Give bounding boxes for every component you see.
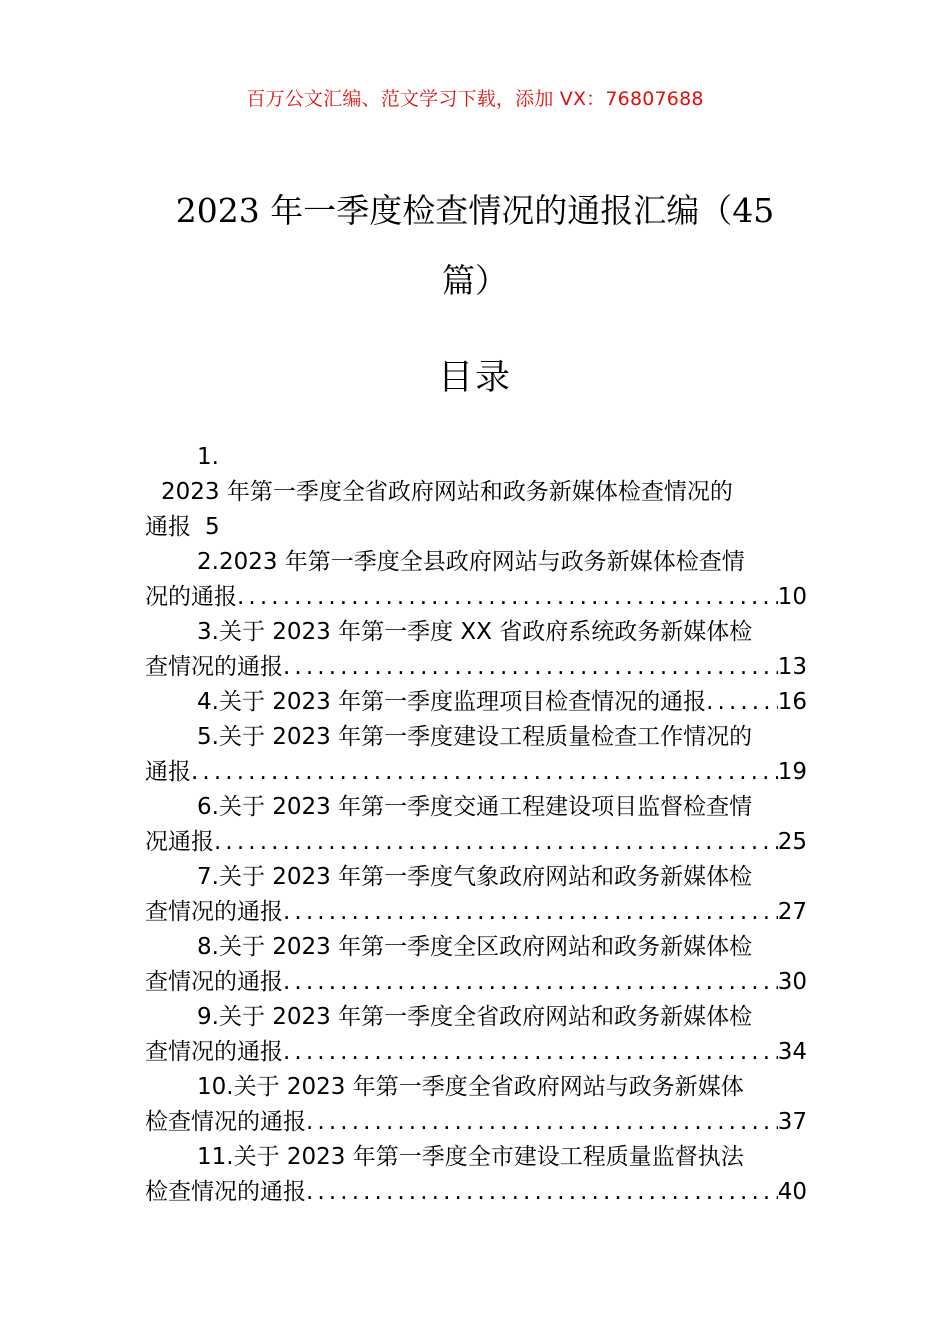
toc-page-number: 16 xyxy=(777,689,807,715)
toc-entry-title-line: 2.2023 年第一季度全县政府网站与政务新媒体检查情 xyxy=(197,549,745,575)
toc-page-number: 10 xyxy=(777,584,807,610)
toc-page-number: 40 xyxy=(777,1179,807,1205)
toc-page-number: 5 xyxy=(205,514,220,540)
document-title-line-2: 篇） xyxy=(442,261,508,300)
toc-entry[interactable] xyxy=(145,685,807,720)
dot-leader xyxy=(283,650,778,685)
toc-entry[interactable] xyxy=(145,1000,807,1070)
toc-entry-last-line xyxy=(145,1175,807,1210)
dot-leader xyxy=(706,685,778,720)
toc-entry-last-line xyxy=(145,755,807,790)
dot-leader xyxy=(306,1175,778,1210)
toc-entry-title-line: 9.关于 2023 年第一季度全省政府网站和政务新媒体检 xyxy=(197,1004,753,1030)
toc-entry-last-line xyxy=(145,650,807,685)
toc-page-number: 19 xyxy=(777,759,807,785)
document-title xyxy=(145,176,805,316)
toc-entry-title-line: 7.关于 2023 年第一季度气象政府网站和政务新媒体检 xyxy=(197,864,753,890)
dot-leader xyxy=(283,965,778,1000)
toc-heading: 目录 xyxy=(437,358,512,398)
toc-page-number: 13 xyxy=(777,654,807,680)
dot-leader xyxy=(283,1035,778,1070)
toc-entry[interactable] xyxy=(145,440,807,545)
toc-entry[interactable] xyxy=(145,1070,807,1140)
toc-entry-number: 1. xyxy=(197,444,219,470)
toc-entry-title-line: 3.关于 2023 年第一季度 XX 省政府系统政务新媒体检 xyxy=(197,619,753,645)
toc-entry-title-tail: 查情况的通报 xyxy=(145,654,283,680)
dot-leader xyxy=(191,755,778,790)
toc-entry-title-tail: 况通报 xyxy=(145,829,214,855)
toc-page-number: 27 xyxy=(777,899,807,925)
toc-entry[interactable] xyxy=(145,1140,807,1210)
table-of-contents xyxy=(145,440,807,1210)
toc-entry-title-line: 2023 年第一季度全省政府网站和政务新媒体检查情况的 xyxy=(161,479,733,505)
toc-entry-last-line xyxy=(145,825,807,860)
toc-entry-title-tail: 通报 xyxy=(145,759,191,785)
dot-leader xyxy=(283,895,778,930)
toc-entry[interactable] xyxy=(145,860,807,930)
toc-entry-title-line: 5.关于 2023 年第一季度建设工程质量检查工作情况的 xyxy=(197,724,753,750)
toc-entry-last-line xyxy=(145,1105,807,1140)
toc-entry[interactable] xyxy=(145,790,807,860)
toc-page-number: 34 xyxy=(777,1039,807,1065)
toc-entry-last-line xyxy=(145,685,807,720)
toc-entry-title-tail: 检查情况的通报 xyxy=(145,1109,306,1135)
toc-entry-title-line xyxy=(145,510,807,545)
toc-entry[interactable] xyxy=(145,545,807,615)
toc-entry-last-line xyxy=(145,1035,807,1070)
toc-entry-last-line xyxy=(145,895,807,930)
toc-entry-title-tail: 检查情况的通报 xyxy=(145,1179,306,1205)
toc-entry[interactable] xyxy=(145,720,807,790)
toc-entry-title-line: 4.关于 2023 年第一季度监理项目检查情况的通报 xyxy=(197,689,707,715)
toc-entry-title-tail: 查情况的通报 xyxy=(145,899,283,925)
toc-entry-title-tail: 查情况的通报 xyxy=(145,1039,283,1065)
dot-leader xyxy=(214,825,778,860)
toc-page-number: 37 xyxy=(777,1109,807,1135)
toc-entry-title-tail: 况的通报 xyxy=(145,584,237,610)
header-note: 百万公文汇编、范文学习下载，添加 VX：76807688 xyxy=(246,88,704,110)
toc-entry[interactable] xyxy=(145,615,807,685)
toc-entry-last-line xyxy=(145,965,807,1000)
toc-page-number: 30 xyxy=(777,969,807,995)
toc-entry-title-line: 8.关于 2023 年第一季度全区政府网站和政务新媒体检 xyxy=(197,934,753,960)
document-title-line-1: 2023 年一季度检查情况的通报汇编（45 xyxy=(175,191,775,230)
toc-entry-title-tail: 查情况的通报 xyxy=(145,969,283,995)
toc-entry-last-line xyxy=(145,580,807,615)
toc-entry[interactable] xyxy=(145,930,807,1000)
dot-leader xyxy=(306,1105,778,1140)
toc-page-number: 25 xyxy=(777,829,807,855)
toc-entry-title-line: 10.关于 2023 年第一季度全省政府网站与政务新媒体 xyxy=(197,1074,744,1100)
toc-entry-title-line: 11.关于 2023 年第一季度全市建设工程质量监督执法 xyxy=(197,1144,744,1170)
toc-entry-title-tail: 通报 xyxy=(145,514,191,540)
toc-entry-title-line: 6.关于 2023 年第一季度交通工程建设项目监督检查情 xyxy=(197,794,753,820)
dot-leader xyxy=(237,580,778,615)
